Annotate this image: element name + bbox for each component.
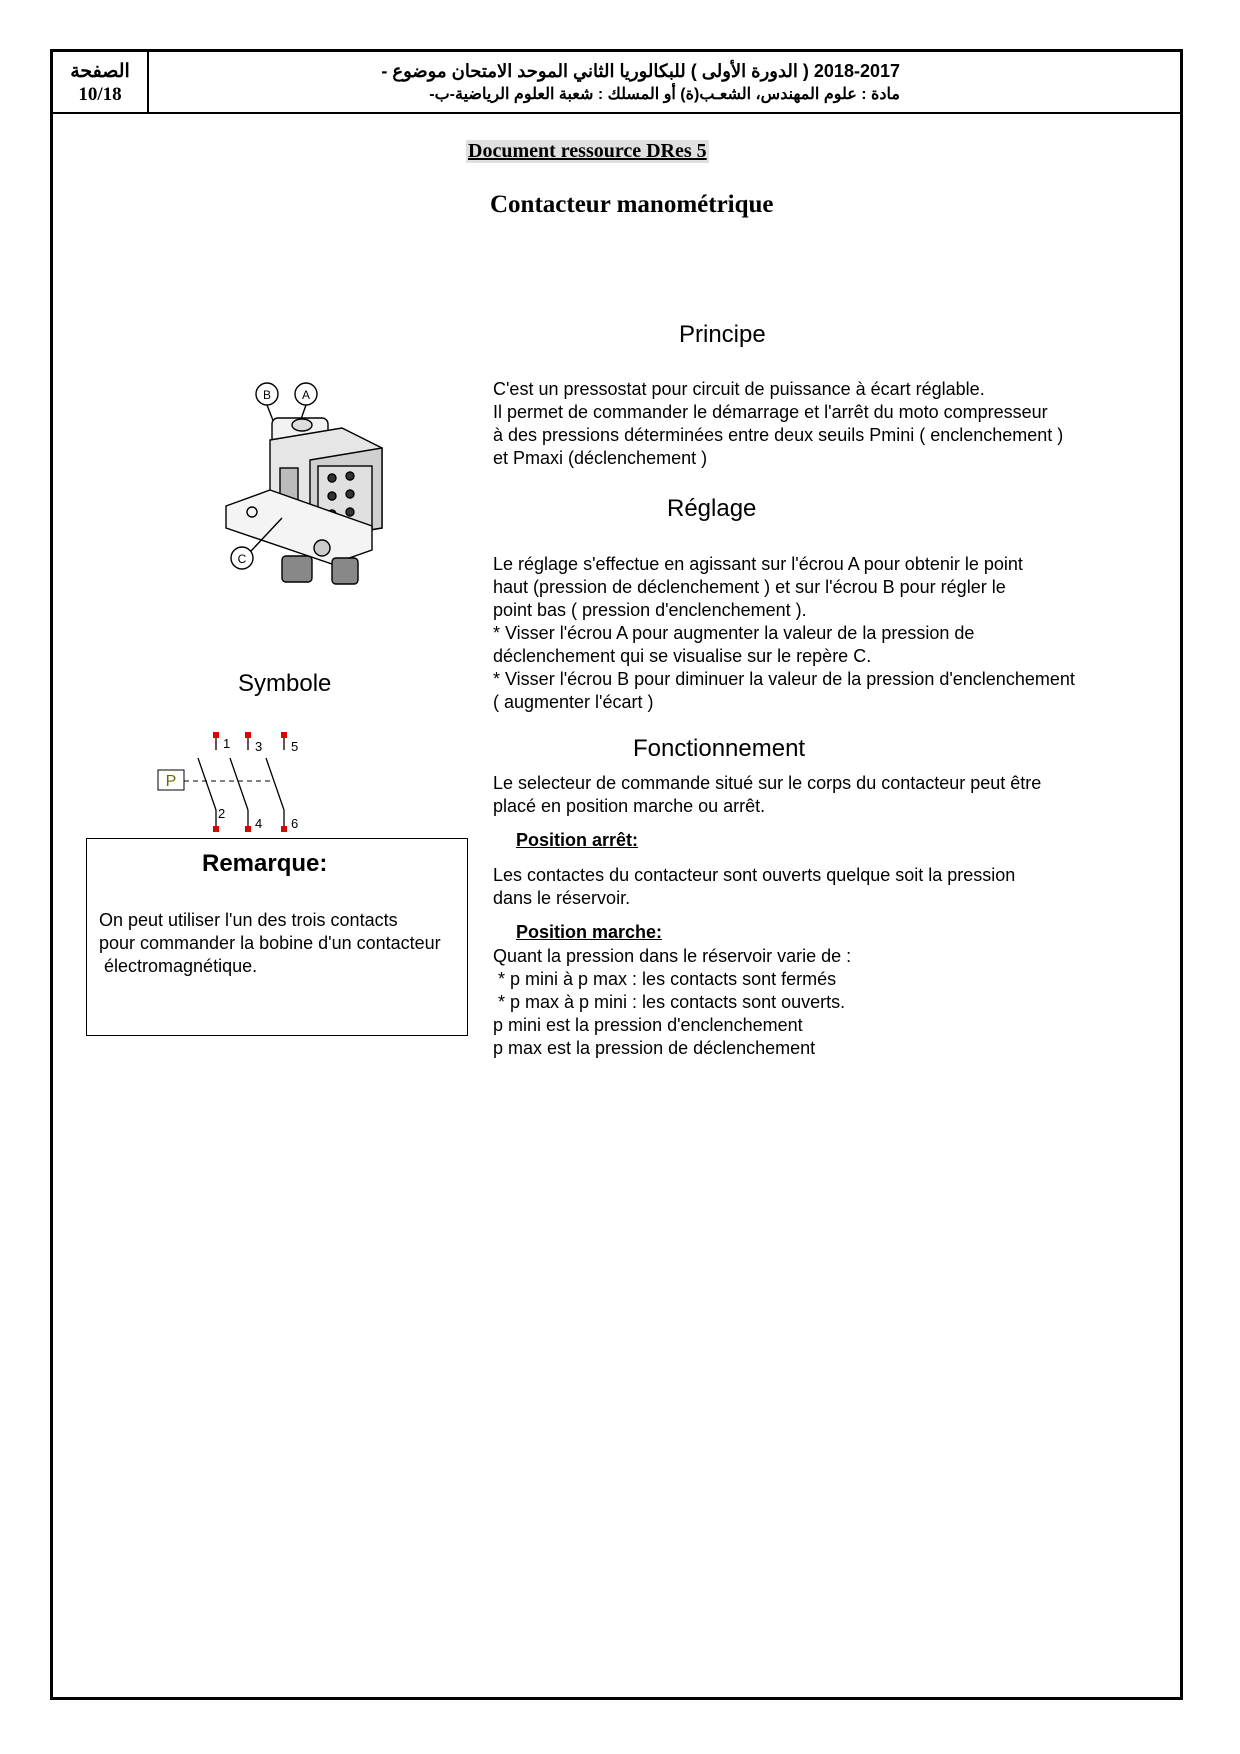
label-c: C <box>237 552 247 566</box>
fonctionnement-line: Le selecteur de commande situé sur le corps du contacteur peut être <box>493 773 1042 793</box>
label-a: A <box>301 388 311 402</box>
remark-heading: Remarque: <box>202 850 328 877</box>
pressure-label: P <box>165 773 177 790</box>
position-arret-heading: Position arrêt: <box>516 830 639 850</box>
terminal-1: 1 <box>223 736 231 751</box>
remark-line: électromagnétique. <box>99 956 258 976</box>
page-number: 10/18 <box>78 84 122 105</box>
marche-line: Quant la pression dans le réservoir varie de : <box>493 946 852 966</box>
reglage-line: * Visser l'écrou B pour diminuer la valeur de la pression d'enclenchement <box>493 669 1075 689</box>
remark-text <box>99 909 441 978</box>
reglage-line: * Visser l'écrou A pour augmenter la valeur de la pression de <box>493 623 975 643</box>
switch-symbol <box>150 730 320 840</box>
terminal-5: 5 <box>291 739 299 754</box>
arret-line: Les contactes du contacteur sont ouverts quelque soit la pression <box>493 865 1016 885</box>
terminal-6: 6 <box>291 816 299 831</box>
page-number-box <box>53 52 149 112</box>
reglage-line: Le réglage s'effectue en agissant sur l'écrou A pour obtenir le point <box>493 554 1023 574</box>
principe-heading: Principe <box>679 321 766 348</box>
marche-line: * p mini à p max : les contacts sont fermés <box>493 969 837 989</box>
principe-text <box>493 378 1063 470</box>
terminal-2: 2 <box>218 806 226 821</box>
fonctionnement-line: placé en position marche ou arrêt. <box>493 796 766 816</box>
marche-line: p mini est la pression d'enclenchement <box>493 1015 803 1035</box>
position-marche-text <box>493 945 851 1060</box>
reglage-text <box>493 553 1075 714</box>
pressure-switch-illustration <box>222 378 402 600</box>
label-b: B <box>262 388 272 402</box>
principe-line: et Pmaxi (déclenchement ) <box>493 448 708 468</box>
fonctionnement-intro <box>493 772 1041 818</box>
principe-line: à des pressions déterminées entre deux seuils Pmini ( enclenchement ) <box>493 425 1064 445</box>
remark-line: On peut utiliser l'un des trois contacts <box>99 910 398 930</box>
reglage-line: haut (pression de déclenchement ) et sur l'écrou B pour régler le <box>493 577 1006 597</box>
remark-box <box>86 838 468 1036</box>
principe-line: C'est un pressostat pour circuit de puissance à écart réglable. <box>493 379 985 399</box>
fonctionnement-heading: Fonctionnement <box>633 735 806 762</box>
reglage-line: point bas ( pression d'enclenchement ). <box>493 600 807 620</box>
exam-subject-line: مادة : علوم المهندس، الشعـب(ة) أو المسلك : شعبة العلوم الرياضية-ب- <box>429 86 900 103</box>
reglage-heading: Réglage <box>667 495 757 522</box>
reglage-line: déclenchement qui se visualise sur le repère C. <box>493 646 872 666</box>
remark-line: pour commander la bobine d'un contacteur <box>99 933 441 953</box>
marche-line: * p max à p mini : les contacts sont ouverts. <box>493 992 846 1012</box>
exam-header <box>53 52 1180 114</box>
arret-line: dans le réservoir. <box>493 888 631 908</box>
reglage-line: ( augmenter l'écart ) <box>493 692 654 712</box>
document-reference: Document ressource DRes 5 <box>468 140 707 162</box>
page-title: Contacteur manométrique <box>490 191 774 218</box>
principe-line: Il permet de commander le démarrage et l'arrêt du moto compresseur <box>493 402 1048 422</box>
terminal-3: 3 <box>255 739 263 754</box>
exam-title-line: 2018-2017 ( الدورة الأولى ) للبكالوريا الثاني الموحد الامتحان موضوع - <box>381 61 900 81</box>
position-marche-heading: Position marche: <box>516 922 663 942</box>
page-label: الصفحة <box>70 61 130 82</box>
symbol-heading: Symbole <box>238 670 332 697</box>
terminal-4: 4 <box>255 816 263 831</box>
marche-line: p max est la pression de déclenchement <box>493 1038 816 1058</box>
position-arret-text <box>493 864 1015 910</box>
